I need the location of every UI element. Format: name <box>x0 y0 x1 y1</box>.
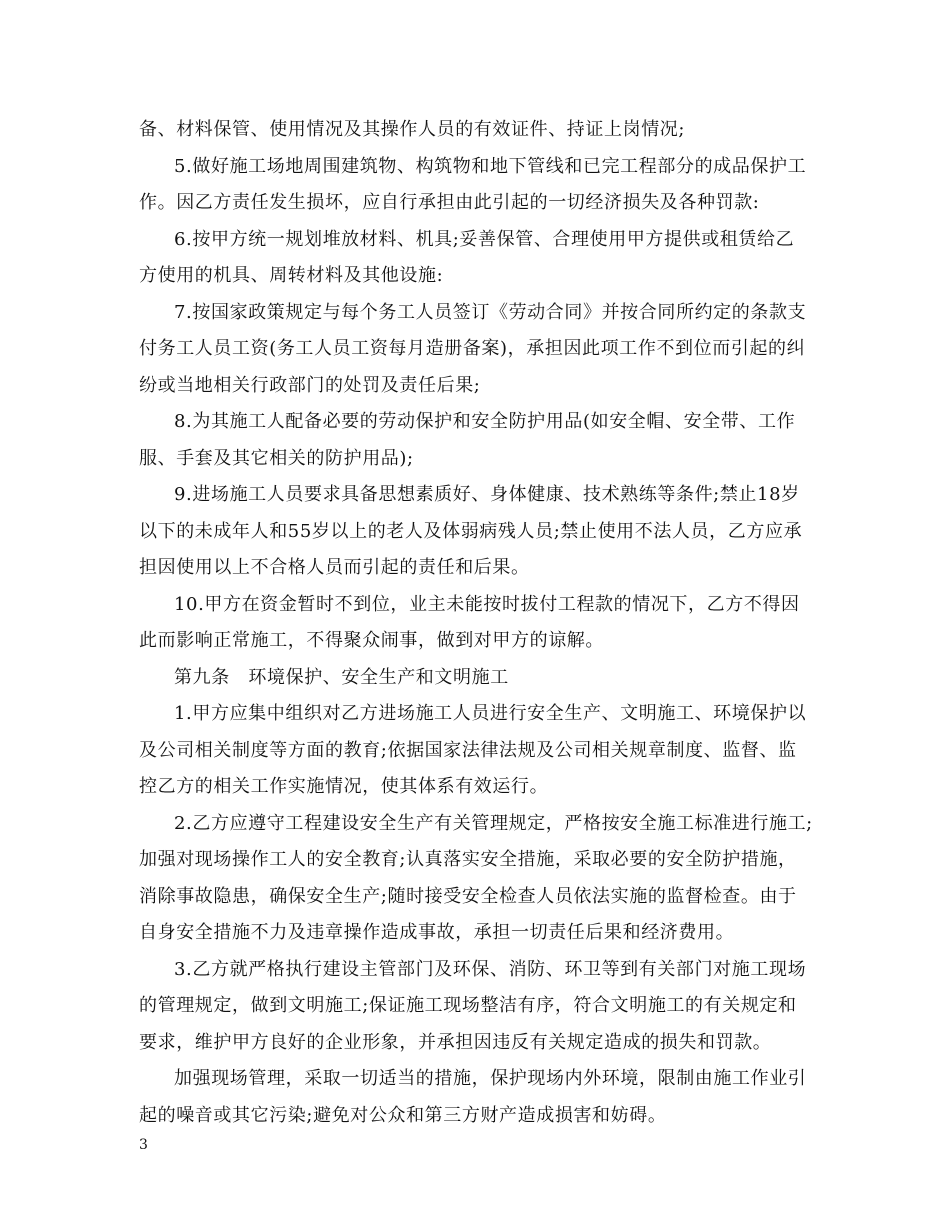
text-line: 要求，维护甲方良好的企业形象，并承担因违反有关规定造成的损失和罚款。 <box>139 1031 772 1053</box>
text-line: 付务工人员工资(务工人员工资每月造册备案)，承担因此项工作不到位而引起的纠 <box>139 338 806 359</box>
text-line: 2.乙方应遵守工程建设安全生产有关管理规定，严格按安全施工标准进行施工; <box>174 812 813 834</box>
text-line: 自身安全措施不力及违章操作造成事故，承担一切责任后果和经济费用。 <box>139 922 735 943</box>
text-line: 以下的未成年人和55岁以上的老人及体弱病残人员;禁止使用不法人员，乙方应承 <box>139 520 803 542</box>
text-line: 担因使用以上不合格人员而引起的责任和后果。 <box>139 557 530 578</box>
text-line: 服、手套及其它相关的防护用品); <box>139 447 414 469</box>
text-line: 9.进场施工人员要求具备思想素质好、身体健康、技术熟练等条件;禁止18岁 <box>174 484 800 505</box>
text-line: 加强对现场操作工人的安全教育;认真落实安全措施，采取必要的安全防护措施， <box>139 849 797 870</box>
text-line: 控乙方的相关工作实施情况，使其体系有效运行。 <box>139 776 549 797</box>
text-line: 加强现场管理，采取一切适当的措施，保护现场内外环境，限制由施工作业引 <box>174 1068 807 1089</box>
text-line: 第九条 环境保护、安全生产和文明施工 <box>174 666 509 688</box>
text-line: 作。因乙方责任发生损坏，应自行承担由此引起的一切经济损失及各种罚款: <box>139 192 760 213</box>
text-line: 7.按国家政策规定与每个务工人员签订《劳动合同》并按合同所约定的条款支 <box>174 301 807 323</box>
text-line: 方使用的机具、周转材料及其他设施: <box>139 265 444 286</box>
text-line: 3.乙方就严格执行建设主管部门及环保、消防、环卫等到有关部门对施工现场 <box>174 958 807 980</box>
text-line: 1.甲方应集中组织对乙方进场施工人员进行安全生产、文明施工、环境保护以 <box>174 703 807 724</box>
text-line: 消除事故隐患，确保安全生产;随时接受安全检查人员依法实施的监督检查。由于 <box>139 885 797 907</box>
text-line: 的管理规定，做到文明施工;保证施工现场整洁有序，符合文明施工的有关规定和 <box>139 995 797 1016</box>
text-line: 起的噪音或其它污染;避免对公众和第三方财产造成损害和妨碍。 <box>139 1104 667 1126</box>
document-body <box>139 112 815 1134</box>
text-line: 8.为其施工人配备必要的劳动保护和安全防护用品(如安全帽、安全带、工作 <box>174 411 796 432</box>
text-line: 备、材料保管、使用情况及其操作人员的有效证件、持证上岗情况; <box>139 119 686 140</box>
text-line: 10.甲方在资金暂时不到位，业主未能按时拔付工程款的情况下，乙方不得因 <box>174 593 800 615</box>
page-number: 3 <box>139 1137 148 1153</box>
text-line: 5.做好施工场地周围建筑物、构筑物和地下管线和已完工程部分的成品保护工 <box>174 155 807 177</box>
text-line: 此而影响正常施工，不得聚众闹事，做到对甲方的谅解。 <box>139 630 604 651</box>
text-line: 6.按甲方统一规划堆放材料、机具;妥善保管、合理使用甲方提供或租赁给乙 <box>174 228 795 250</box>
text-line: 纷或当地相关行政部门的处罚及责任后果; <box>139 374 481 396</box>
text-line: 及公司相关制度等方面的教育;依据国家法律法规及公司相关规章制度、监督、监 <box>139 739 797 761</box>
